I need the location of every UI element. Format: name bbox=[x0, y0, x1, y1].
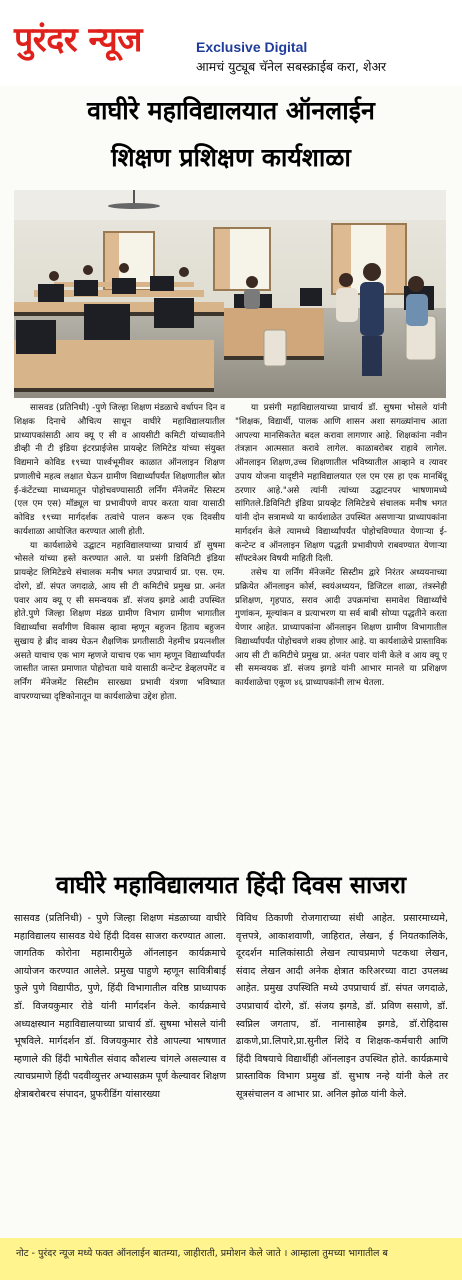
article2-paragraph: विविध ठिकाणी रोजगाराच्या संधी आहेत. प्रसारमाध्यमे, वृत्तपत्रे, आकाशवाणी, जाहिरात, लेखन, ई नियतकालिके, दूरदर्शन मालिकांसाठी लेखन त्याचप्रमाणे पटकथा लेखन, संवाद लेखन आदी अनेक क्षेत्रात करिअरच्या वाटा उपलब्ध आहेत. प्रमुख उपस्थिति मध्ये उपप्राचार्य डॉ. संपत जगदाळे, उपप्राचार्य दोरगे, डॉ. संजय झगडे, डॉ. प्रविण ससाणे, डॉ. स्वप्निल जगताप, डॉ. नानासाहेब झगडे, डॉ.रोहिदास ढाकणे,प्रा.लिपारे,प्रा.सुनील शिंदे व शिक्षक-कर्मचारी आणि हिंदी विषयाचे विद्यार्थीही ऑनलाइन उपस्थित होते. कार्यक्रमाचे प्रास्ताविक विभाग प्रमुख डॉ. सुभाष नन्हे यांनी केले तर सूत्रसंचालन व आभार प्रा. अनिल झोळ यांनी केले. bbox=[236, 913, 448, 1100]
article2-column-right bbox=[236, 910, 448, 1104]
article1-paragraph: या कार्यशाळेचे उद्घाटन महाविद्यालयाच्या प्राचार्य डॉ सुषमा भोसले यांच्या हस्ते करण्यात आले. या प्रसंगी डिविनिटी इंडिया प्रायव्हेट लिमिटेडचे संचालक मनीष भगत उपप्राचार्य प्रा. एस. एम. दोरगे, डॉ. संपत जगदाळे, आय सी टी कमिटीचे प्रमुख प्रा. अनंत पवार आय क्यू ए सी समन्वयक डॉ. संजय झगडे आदी उपस्थित होते.पुणे जिल्हा शिक्षण मंडळ ग्रामीण विभाग ग्रामीण भागातील विद्यार्थ्यांचा सर्वांगीण विकास व्हावा म्हणून बहुजन हिताय बहुजन सुखाय हे ब्रीद वाक्य घेऊन शैक्षणिक प्रगतीसाठी नेहमीच प्रयत्नशील असते याचाच एक भाग म्हणजे याचाच एक भाग म्हणून विद्यार्थ्यांपर्यंत जास्तीत जास्त प्रमाणात पोहोचता यावे यासाठी कन्टेन्ट डेव्हलपमेंट व लर्निंग मॅनेजमेंट सिस्टीम सारख्या प्रभावी यंत्रणा भविष्यात वापरण्याच्या दृष्टिकोनातून या कार्यशाळेचा उद्देश होता. bbox=[14, 540, 225, 702]
masthead bbox=[0, 0, 462, 86]
article1-paragraph: तसेच या लर्निंग मॅनेजमेंट सिस्टीम द्वारे निरंतर अध्ययनाच्या प्रक्रियेत ऑनलाइन कोर्स, स्वयंअध्ययन, डिजिटल शाळा, तंत्रस्नेही प्रशिक्षण, गृहपाठ, सराव आदी उपक्रमांचा समावेश विद्यार्थ्यांचे गुणांकन, मूल्यांकन व प्रत्याभरण या सर्व बाबी सोप्या पद्धतीने करता येणार आहेत. प्राध्यापकांना ऑनलाइन शिक्षण ग्रामीण विभागातील विद्यार्थ्यांपर्यंत पोहोचवणे शक्य होणार आहे. या कार्यशाळेचे प्रास्ताविक आय सी टी कमिटीचे प्रमुख प्रा. अनंत पवार यांनी केले व आय क्यू ए सी समन्वयक डॉ. संजय झगडे यांनी आभार मानले या प्रशिक्षण कार्यशाळेचा एकूण ४६ प्राध्यापकांनी लाभ घेतला. bbox=[235, 568, 447, 688]
exclusive-digital-tagline: Exclusive Digital bbox=[196, 39, 308, 55]
article2-paragraph: सासवड (प्रतिनिधी) - पुणे जिल्हा शिक्षण मंडळाच्या वाघीरे महाविद्यालय सासवड येथे हिंदी दिवस साजरा करण्यात आला. जागतिक कोरोना महामारीमुळे ऑनलाइन कार्यक्रमाचे आयोजन करण्यात आलेले. प्रमुख पाहुणे म्हणून सावित्रीबाई फुले पुणे विद्यापीठ, पुणे, हिंदी विभागातील वरिष्ठ प्राध्यापक डॉ. विजयकुमार रोडे यांनी मार्गदर्शन केले. कार्यक्रमाचे अध्यक्षस्थान महाविद्यालयाच्या प्राचार्य डॉ. सुषमा भोसले यांनी भूषविले. मार्गदर्शन डॉ. विजयकुमार रोडे आपल्या भाषणात म्हणाले की हिंदी भाषेतील संवाद कौशल्य चांगले असल्यास व त्याचप्रमाणे हिंदी पदवीव्युत्तर अभ्यासक्रम पूर्ण केल्यावर शिक्षण क्षेत्राबरोबरच संपादन, प्रुफरीडिंग यांसारख्या bbox=[14, 913, 226, 1100]
article2-headline: वाघीरे महाविद्यालयात हिंदी दिवस साजरा bbox=[55, 871, 407, 899]
footer-note: नोट - पुरंदर न्यूज मध्ये फक्त ऑनलाईन बातम्या, जाहीराती, प्रमोशन केले जाते । आम्हाला तुमच्या भागातील ब bbox=[16, 1248, 388, 1259]
footer-note-bar bbox=[0, 1238, 462, 1280]
article1-headline-line1: वाघीरे महाविद्यालयात ऑनलाईन bbox=[87, 96, 375, 125]
newspaper-logo: पुरंदर न्यूज bbox=[14, 20, 142, 60]
article1-paragraph: सासवड (प्रतिनिधी) -पुणे जिल्हा शिक्षण मंडळाचे वर्धापन दिन व शिक्षक दिनाचे औचित्य साधून वाघीरे महाविद्यालयातील प्राध्यापकांसाठी आय क्यू ए सी व आयसीटी कमिटी यांच्यावतीने डीव्ही नी टी इंडिया इंटरप्राईजेस प्रायव्हेट लिमिटेड यांच्या संयुक्त विद्यमाने कोविड १९च्या पार्श्वभूमीवर काळात ऑनलाइन शिक्षण प्रणालीचे महत्व लक्षात घेऊन ग्रामीण विद्यार्थ्यांपर्यंत शिक्षणातील स्रोत ई-कंटेंटच्या माध्यमातून पोहोचवण्यासाठी लर्निंग मॅनेजमेंट सिस्टम (एल एम एस) मॉड्यूल चा प्रभावीपणे वापर करता यावा यासाठी कोविड १९च्या मार्गदर्शक तत्वांचे पालन करून एक दिवसीय कार्यशाळा आयोजित करण्यात आली होती. bbox=[14, 403, 225, 537]
article1-column-right bbox=[235, 402, 447, 691]
article1-column-left bbox=[14, 402, 225, 705]
article1-headline-line2: शिक्षण प्रशिक्षण कार्यशाळा bbox=[111, 143, 351, 172]
article2-column-left bbox=[14, 910, 226, 1104]
article1-paragraph: या प्रसंगी महाविद्यालयाच्या प्राचार्य डॉ. सुषमा भोसले यांनी "शिक्षक, विद्यार्थी, पालक आणि शासन अशा सगळ्यांनाच आता आपल्या मानसिकतेत बदल करावा लागणार आहे. शिक्षकांना नवीन तंत्रज्ञान आत्मसात करावे लागेल. काळाबरोबर राहावे लागेल. ऑनलाइन शिक्षण,उच्च शिक्षणातील भविष्यातील आव्हाने व त्यावर उपाय योजना यादृष्टीने महाविद्यालयात एल एम एस हा एक मानबिंदू ठरणार आहे."असे त्यांनी त्यांच्या उद्घाटनपर भाषणामध्ये सांगितले.डिविनिटी इंडिया प्रायव्हेट लिमिटेडचे संचालक मनीष भगत यांनी दोन सत्रामध्ये या कार्यशाळेत उपस्थित असणाऱ्या प्राध्यापकांना मार्गदर्शन केले त्यामध्ये विद्यार्थ्यांपर्यंत पोहोचविण्यात येणाऱ्या ई-कन्टेन्ट व ऑनलाइन शिक्षण पद्धती प्रभावीपणे राबवण्यात येणाऱ्या सॉफ्टवेअर विषयी माहिती दिली. bbox=[235, 403, 447, 565]
subscribe-line: आमचं युट्यूब चॅनेल सबस्क्राईब करा, शेअर bbox=[196, 59, 387, 74]
classroom-photo bbox=[14, 190, 446, 398]
